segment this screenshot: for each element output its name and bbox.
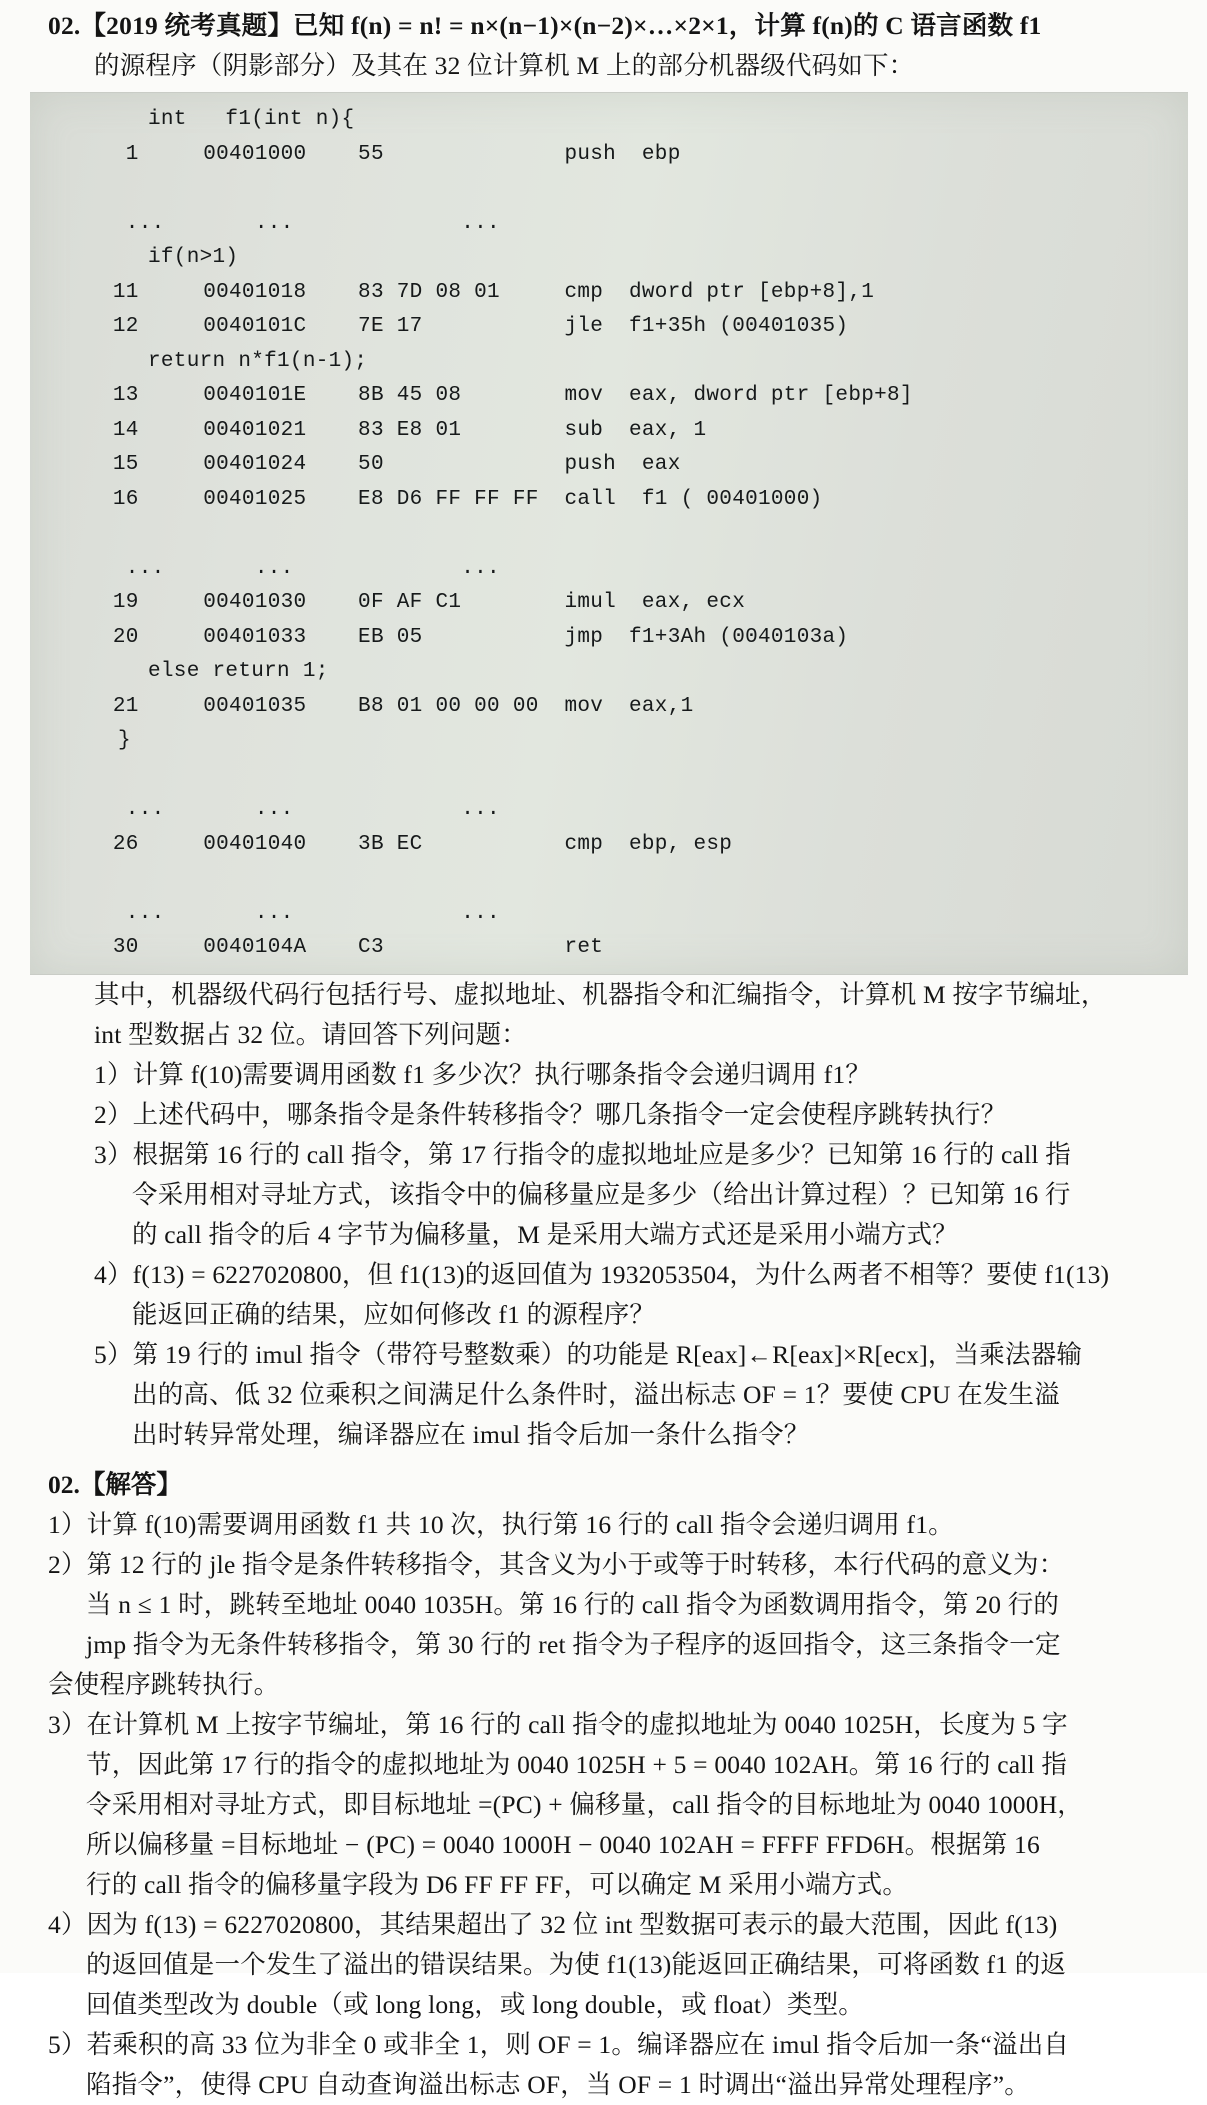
code-line [30, 862, 1188, 897]
code-line: 11 00401018 83 7D 08 01 cmp dword ptr [ebp+8],1 [100, 280, 875, 304]
answer-item [48, 1905, 1168, 2025]
answer-cont-line: 节，因此第 17 行的指令的虚拟地址为 0040 1025H + 5 = 0040 102AH。第 16 行的 call 指 [86, 1749, 1068, 1779]
code-line: 1 00401000 55 push ebp [100, 142, 681, 166]
machine-code-block [30, 92, 1188, 975]
code-line: } [118, 729, 131, 752]
code-line: int f1(int n){ [148, 108, 355, 131]
question-first-line: 5）第 19 行的 imul 指令（带符号整数乘）的功能是 R[eax]←R[eax]×R[ecx]，当乘法器输 [94, 1339, 1083, 1369]
code-line: ... ... ... [100, 211, 500, 235]
code-line [30, 759, 1188, 794]
code-line: ... ... ... [100, 798, 500, 821]
answer-cont-line: 令采用相对寻址方式，即目标地址 =(PC) + 偏移量，call 指令的目标地址为 0040 1000H， [86, 1789, 1084, 1819]
stem-line-2: 的源程序（阴影部分）及其在 32 位计算机 M 上的部分机器级代码如下： [94, 51, 915, 80]
answer-cont-line: 行的 call 指令的偏移量字段为 D6 FF FF FF，可以确定 M 采用小端方式。 [86, 1869, 909, 1899]
page-content [48, 6, 1168, 2105]
code-line: 19 00401030 0F AF C1 imul eax, ecx [100, 591, 746, 614]
answer-item [48, 1545, 1168, 1705]
question-first-line: 4）f(13) = 6227020800，但 f1(13)的返回值为 1932053504，为什么两者不相等？要使 f1(13) [94, 1259, 1110, 1289]
answer-list [48, 1505, 1168, 2105]
answer-item [48, 1505, 1168, 1545]
answer-first-line: 2）第 12 行的 jle 指令是条件转移指令，其含义为小于或等于时转移，本行代码的意义为： [48, 1549, 1065, 1579]
question-item [94, 1255, 1168, 1335]
question-cont-line: 出的高、低 32 位乘积之间满足什么条件时，溢出标志 OF = 1？要使 CPU 在发生溢 [132, 1379, 1060, 1409]
question-cont-line: 能返回正确的结果，应如何修改 f1 的源程序？ [132, 1299, 656, 1329]
question-cont-line: 出时转异常处理，编译器应在 imul 指令后加一条什么指令？ [132, 1419, 810, 1449]
question-list [48, 1055, 1168, 1455]
question-cont-line: 的 call 指令的后 4 字节为偏移量，M 是采用大端方式还是采用小端方式？ [132, 1219, 958, 1249]
question-cont-line: 令采用相对寻址方式，该指令中的偏移量应是多少（给出计算过程）？已知第 16 行 [132, 1179, 1071, 1209]
answer-first-line: 1）计算 f(10)需要调用函数 f1 共 10 次，执行第 16 行的 call 指令会递归调用 f1。 [48, 1509, 954, 1539]
question-first-line: 2）上述代码中，哪条指令是条件转移指令？哪几条指令一定会使程序跳转执行？ [94, 1099, 1007, 1129]
code-line: 14 00401021 83 E8 01 sub eax, 1 [100, 418, 707, 442]
question-first-line: 3）根据第 16 行的 call 指令，第 17 行指令的虚拟地址应是多少？已知第 16 行的 call 指 [94, 1139, 1071, 1169]
question-item [94, 1055, 1168, 1095]
code-line: return n*f1(n-1); [148, 349, 368, 373]
answer-first-line: 4）因为 f(13) = 6227020800，其结果超出了 32 位 int 型数据可表示的最大范围，因此 f(13) [48, 1909, 1058, 1939]
answer-item [48, 2025, 1168, 2105]
code-line: 16 00401025 E8 D6 FF FF FF call f1 ( 00401000) [100, 487, 823, 511]
code-line: ... ... ... [100, 901, 500, 925]
code-line: ... ... ... [100, 556, 500, 580]
code-line [30, 517, 1188, 552]
intro-line-1: 其中，机器级代码行包括行号、虚拟地址、机器指令和汇编指令，计算机 M 按字节编址， [94, 979, 1107, 1009]
answer-cont-line: 当 n ≤ 1 时，跳转至地址 0040 1035H。第 16 行的 call 指令为函数调用指令，第 20 行的 [86, 1589, 1060, 1619]
question-item [94, 1335, 1168, 1455]
answer-cont-line: 会使程序跳转执行。 [48, 1669, 280, 1699]
answer-first-line: 5）若乘积的高 33 位为非全 0 或非全 1，则 OF = 1。编译器应在 imul 指令后加一条“溢出自 [48, 2029, 1070, 2059]
answer-cont-line: 回值类型改为 double（或 long long，或 long double，或 float）类型。 [86, 1989, 864, 2019]
code-line: 30 0040104A C3 ret [100, 936, 604, 959]
code-line: 13 0040101E 8B 45 08 mov eax, dword ptr [ebp+8] [100, 384, 913, 407]
code-line: 21 00401035 B8 01 00 00 00 mov eax,1 [100, 694, 694, 718]
code-line: 12 0040101C 7E 17 jle f1+35h (00401035) [100, 315, 849, 338]
code-line: 20 00401033 EB 05 jmp f1+3Ah (0040103a) [100, 625, 849, 649]
question-item [94, 1135, 1168, 1255]
answer-item [48, 1705, 1168, 1905]
code-line: 26 00401040 3B EC cmp ebp, esp [100, 832, 733, 856]
code-line [30, 172, 1188, 207]
code-line: 15 00401024 50 push eax [100, 453, 681, 476]
answer-heading: 02.【解答】 [48, 1469, 182, 1499]
answer-cont-line: 所以偏移量 =目标地址 − (PC) = 0040 1000H − 0040 102AH = FFFF FFD6H。根据第 16 [86, 1829, 1040, 1859]
answer-cont-line: 陷指令”，使得 CPU 自动查询溢出标志 OF，当 OF = 1 时调出“溢出异常处理程序”。 [86, 2069, 1030, 2099]
stem-line-1: 02.【2019 统考真题】已知 f(n) = n! = n×(n−1)×(n−2)×…×2×1，计算 f(n)的 C 语言函数 f1 [48, 11, 1042, 40]
question-item [94, 1095, 1168, 1135]
question-first-line: 1）计算 f(10)需要调用函数 f1 多少次？执行哪条指令会递归调用 f1？ [94, 1059, 872, 1089]
answer-first-line: 3）在计算机 M 上按字节编址，第 16 行的 call 指令的虚拟地址为 0040 1025H，长度为 5 字 [48, 1709, 1068, 1739]
question-stem [48, 6, 1168, 86]
answer-cont-line: jmp 指令为无条件转移指令，第 30 行的 ret 指令为子程序的返回指令，这三条指令一定 [86, 1629, 1061, 1659]
code-line: if(n>1) [148, 246, 239, 269]
code-line: else return 1; [148, 660, 329, 683]
answer-cont-line: 的返回值是一个发生了溢出的错误结果。为使 f1(13)能返回正确结果，可将函数 f1 的返 [86, 1949, 1067, 1979]
intro-line-2: int 型数据占 32 位。请回答下列问题： [94, 1019, 527, 1049]
